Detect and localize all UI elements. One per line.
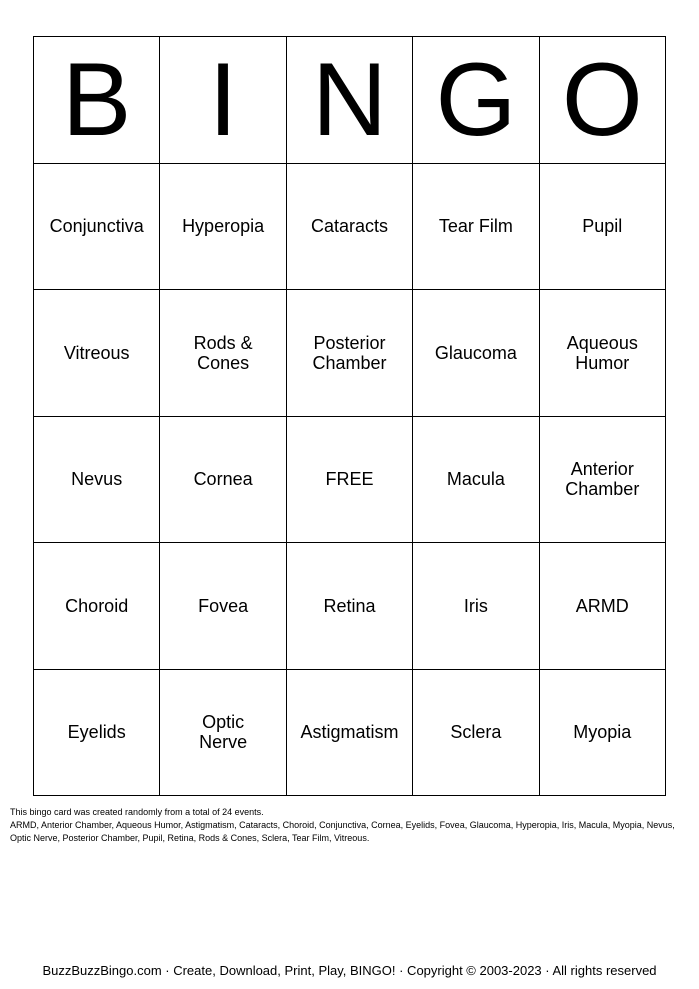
event-list: ARMD, Anterior Chamber, Aqueous Humor, Astigmatism, Cataracts, Choroid, Conjunctiva, Cornea, Eyelids, Fovea, Glaucoma, Hyperopia, Iris, Macula, Myopia, Nevus, Optic Nerve, Posterior Chamber, Pupil, Retina, Rods & Cones, Sclera, Tear Film, Vitreous. [10,820,675,843]
bingo-square: Choroid [34,543,160,670]
bingo-square: Nevus [34,417,160,544]
bingo-square: Conjunctiva [34,164,160,291]
bingo-square: Cataracts [287,164,413,291]
header-letter-o: O [540,37,666,164]
bingo-square: Hyperopia [160,164,286,291]
bingo-square: Vitreous [34,290,160,417]
header-letter-g: G [413,37,539,164]
bingo-square: ARMD [540,543,666,670]
bingo-square: Iris [413,543,539,670]
bingo-square: Retina [287,543,413,670]
creation-note: This bingo card was created randomly from a total of 24 events. [10,807,264,817]
bingo-square: Rods & Cones [160,290,286,417]
header-letter-b: B [34,37,160,164]
bingo-square: Eyelids [34,670,160,797]
bingo-square: Macula [413,417,539,544]
bingo-square: Anterior Chamber [540,417,666,544]
bingo-square: Sclera [413,670,539,797]
bingo-square: Pupil [540,164,666,291]
bingo-square: Posterior Chamber [287,290,413,417]
header-letter-i: I [160,37,286,164]
bingo-square: Fovea [160,543,286,670]
bingo-square: Cornea [160,417,286,544]
bingo-square: Astigmatism [287,670,413,797]
bingo-square: Glaucoma [413,290,539,417]
bingo-square: Optic Nerve [160,670,286,797]
free-square: FREE [287,417,413,544]
bingo-square: Myopia [540,670,666,797]
bingo-square: Aqueous Humor [540,290,666,417]
site-footer: BuzzBuzzBingo.com · Create, Download, Print, Play, BINGO! · Copyright © 2003-2023 · All rights reserved [42,963,657,978]
bingo-square: Tear Film [413,164,539,291]
header-letter-n: N [287,37,413,164]
bingo-card [33,36,666,796]
